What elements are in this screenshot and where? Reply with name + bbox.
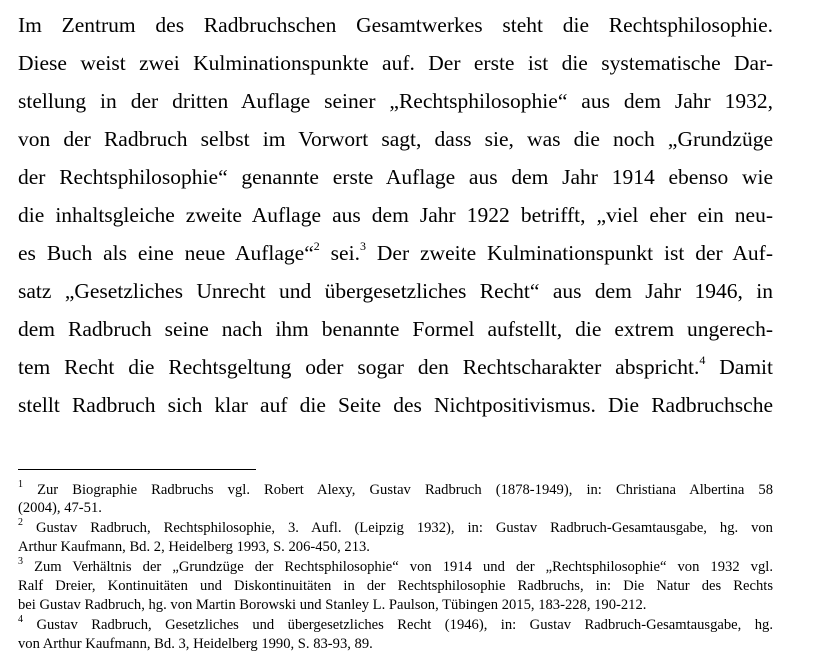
footnote-text: Zur Biographie Radbruchs vgl. Robert Alexy, Gustav Radbruch (1878-1949), in: Christiana Albertina 58 xyxy=(37,482,773,498)
footnote-separator xyxy=(18,469,256,470)
footnote-ref-2: 2 xyxy=(313,238,320,253)
body-line-10-part-a: tem Recht die Rechtsgeltung oder sogar den Rechtscharakter abspricht. xyxy=(18,355,700,379)
footnote-4-line-2: von Arthur Kaufmann, Bd. 3, Heidelberg 1990, S. 83-93, 89. xyxy=(18,636,373,652)
body-line-10 xyxy=(18,352,773,379)
footnote-1-line-2: (2004), 47-51. xyxy=(18,500,102,516)
body-line-7-part-b: sei. xyxy=(319,241,360,265)
footnote-text: Zum Verhältnis der „Grundzüge der Rechtsphilosophie“ von 1914 und der „Rechtsphilosophie“ von 1932 vgl. xyxy=(34,559,773,575)
body-line-5: der Rechtsphilosophie“ genannte erste Auflage aus dem Jahr 1914 ebenso wie xyxy=(18,165,773,189)
footnote-4-line-1 xyxy=(18,614,773,634)
body-line-6: die inhaltsgleiche zweite Auflage aus dem Jahr 1922 betrifft, „viel eher ein neu- xyxy=(18,203,773,227)
body-line-4: von der Radbruch selbst im Vorwort sagt, dass sie, was die noch „Grundzüge xyxy=(18,127,773,151)
body-line-7-part-a: es Buch als eine neue Auflage“ xyxy=(18,241,314,265)
footnote-ref-3: 3 xyxy=(359,238,366,253)
footnote-text: Gustav Radbruch, Rechtsphilosophie, 3. Aufl. (Leipzig 1932), in: Gustav Radbruch-Gesamtausgabe, hg. von xyxy=(35,520,773,536)
footnote-number-1: 1 xyxy=(18,479,23,491)
footnote-number-4: 4 xyxy=(18,614,23,626)
footnote-1-line-1 xyxy=(18,479,773,499)
body-line-7-part-c: Der zweite Kulminationspunkt ist der Auf- xyxy=(365,241,773,265)
footnote-2-line-2: Arthur Kaufmann, Bd. 2, Heidelberg 1993, S. 206-450, 213. xyxy=(18,539,370,555)
body-line-8: satz „Gesetzliches Unrecht und übergesetzliches Recht“ aus dem Jahr 1946, in xyxy=(18,279,773,303)
footnote-number-3: 3 xyxy=(18,556,23,568)
footnote-text: Gustav Radbruch, Gesetzliches und übergesetzliches Recht (1946), in: Gustav Radbruch-Gesamtausgabe, hg. xyxy=(36,617,773,633)
body-line-11: stellt Radbruch sich klar auf die Seite des Nichtpositivismus. Die Radbruchsche xyxy=(18,393,773,417)
body-line-1: Im Zentrum des Radbruchschen Gesamtwerkes steht die Rechtsphilosophie. xyxy=(18,13,773,37)
body-line-3: stellung in der dritten Auflage seiner „Rechtsphilosophie“ aus dem Jahr 1932, xyxy=(18,89,773,113)
footnote-3-line-3: bei Gustav Radbruch, hg. von Martin Borowski und Stanley L. Paulson, Tübingen 2015, 183-228, 190-212. xyxy=(18,597,647,613)
body-line-9: dem Radbruch seine nach ihm benannte Formel aufstellt, die extrem ungerech- xyxy=(18,317,773,341)
footnote-2-line-1 xyxy=(18,517,773,537)
body-line-2: Diese weist zwei Kulminationspunkte auf. Der erste ist die systematische Dar- xyxy=(18,51,773,75)
footnote-number-2: 2 xyxy=(18,517,23,529)
body-line-10-part-b: Damit xyxy=(705,355,773,379)
footnote-ref-4: 4 xyxy=(699,352,706,367)
body-line-7 xyxy=(18,238,773,265)
footnote-3-line-1 xyxy=(18,556,773,576)
footnote-3-line-2: Ralf Dreier, Kontinuitäten und Diskontinuitäten in der Rechtsphilosophie Radbruchs, in: Die Natur des Rechts xyxy=(18,578,773,594)
